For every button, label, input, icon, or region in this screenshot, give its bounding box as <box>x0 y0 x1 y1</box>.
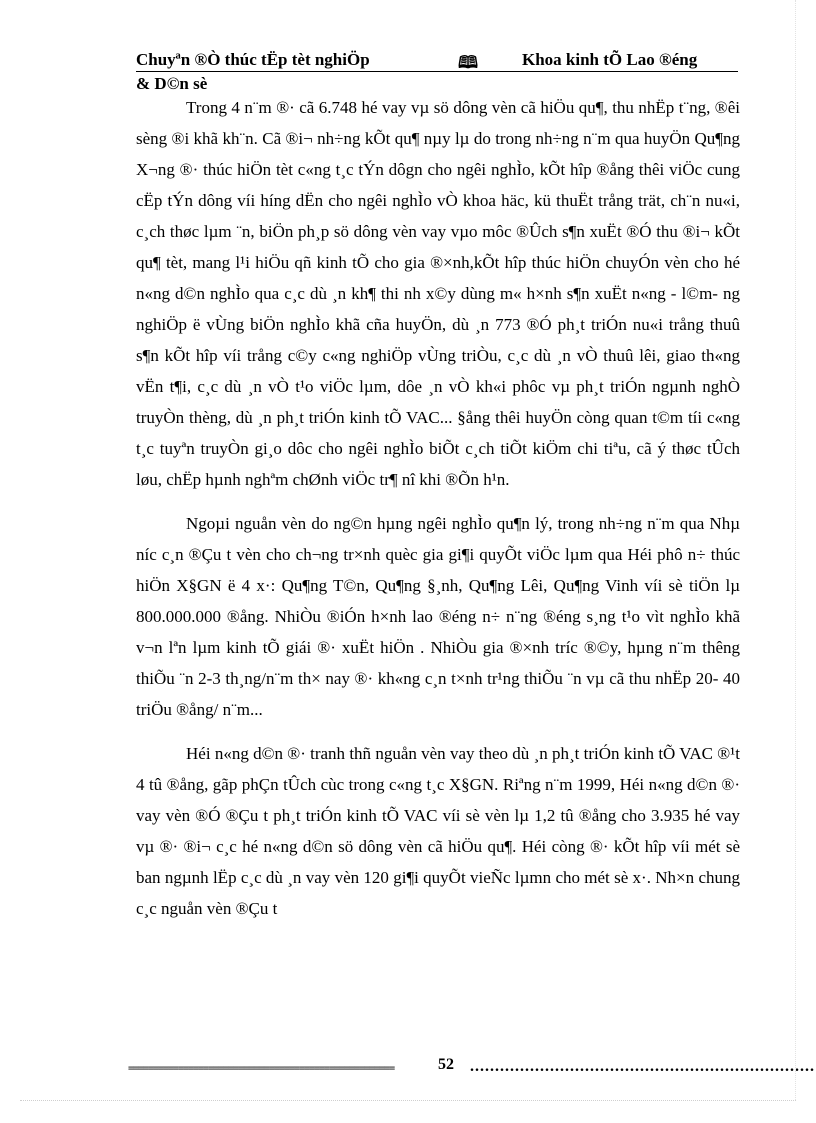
header-rule <box>136 71 738 72</box>
header-left-title: Chuyªn ®Ò thúc tËp tèt nghiÖp <box>136 50 370 69</box>
book-icon: 🕮 <box>458 53 479 72</box>
paragraph: Héi n«ng d©n ®· tranh thñ nguån vèn vay theo dù ¸n ph¸t triÓn kinh tÕ VAC ®¹t 4 tû ®ång, gãp phÇn tÛch cùc trong c«ng t¸c X§GN. Riªng n¨m 1999, Héi n«ng d©n ®· vay vèn ®Ó ®Çu t ph¸t triÓn kinh tÕ VAC víi sè vèn lµ 1,2 tû ®ång cho 3.935 hé vay vµ ®· ®i¬ c¸c hé n«ng d©n sö dông vèn cã hiÖu qu¶. Héi còng ®· kÕt hîp víi mét sè ban ngµnh lËp c¸c dù ¸n vay vèn 120 gi¶i quyÕt vieÑc lµmn cho mét sè x·. Nh×n chung c¸c nguån vèn ®Çu t <box>136 744 740 918</box>
page-right-edge <box>795 0 796 1100</box>
paragraph: Trong 4 n¨m ®· cã 6.748 hé vay vµ sö dông vèn cã hiÖu qu¶, thu nhËp t¨ng, ®êi sèng ®i khã kh¨n. Cã ®i¬ nh÷ng kÕt qu¶ nµy lµ do trong nh÷ng n¨m qua huyÖn Qu¶ng X¬ng ®· thúc hiÖn tèt c«ng t¸c tÝn dôgn cho ngêi nghÌo, kÕt hîp ®ång thêi viÖc cung cËp tÝn dông víi híng dËn cho ngêi nghÌo vÒ khoa häc, kü thuËt trång trät, ch¨n nu«i, c¸ch thøc lµm ¨n, biÖn ph¸p sö dông vèn vay vµo môc ®Ûch s¶n xuËt ®Ó thu ®i¬ kÕt qu¶ tèt, mang l¹i hiÖu qñ kinh tÕ cho gia ®×nh,kÕt hîp thúc hiÖn chuyÓn vèn cho hé n«ng d©n nghÌo qua c¸c dù ¸n kh¶ thi nh x©y dùng m« h×nh s¶n xuËt n«ng - l©m- ng nghiÖp ë vÙng biÖn nghÌo khã cña huyÖn, dù ¸n 773 ®Ó ph¸t triÓn nu«i trång thuû s¶n kÕt hîp víi trång c©y c«ng nghiÖp vÙng triÒu, c¸c dù ¸n vÒ thuû lêi, giao th«ng vËn t¶i, c¸c dù ¸n vÒ t¹o viÖc lµm, dôe ¸n vÒ kh«i phôc vµ ph¸t triÓn ngµnh nghÒ truyÒn thèng, dù ¸n ph¸t triÓn kinh tÕ VAC... §ång thêi huyÖn còng quan t©m tíi c«ng t¸c tuyªn truyÒn gi¸o dôc cho ngêi nghÌo biÕt c¸ch tiÕt kiÖm chi tiªu, cã ý thøc tÛch løu, chËp hµnh nghªm chØnh viÖc tr¶ nî khi ®Õn h¹n. <box>136 98 740 489</box>
footer-left-rule: ===================================================== <box>128 1063 395 1074</box>
paragraph: Ngoµi nguån vèn do ng©n hµng ngêi nghÌo qu¶n lý, trong nh÷ng n¨m qua Nhµ níc c¸n ®Çu t vèn cho ch¬ng tr×nh quèc gia gi¶i quyÕt viÖc lµm qua Héi phô n÷ thúc hiÖn X§GN ë 4 x·: Qu¶ng T©n, Qu¶ng §¸nh, Qu¶ng Lêi, Qu¶ng Vinh víi sè tiÖn lµ 800.000.000 ®ång. NhiÒu ®iÓn h×nh lao ®éng n÷ n¨ng ®éng s¸ng t¹o vìt nghÌo khã v¬n lªn lµm kinh tÕ giái ®· xuËt hiÖn . NhiÒu gia ®×nh tríc ®©y, hµng n¨m thêng thiÕu ¨n 2-3 th¸ng/n¨m th× nay ®· kh«ng c¸n t×nh tr¹ng thiÕu ¨n vµ cã thu nhËp 20- 40 triÖu ®ång/ n¨m... <box>136 514 740 719</box>
page-bottom-edge <box>20 1100 796 1101</box>
page-header <box>136 50 738 72</box>
footer-right-rule: ..................................................................... <box>470 1058 815 1075</box>
header-right-title: Khoa kinh tÕ Lao ®éng <box>522 50 698 69</box>
header-right-title-continued: & D©n sè <box>136 74 208 93</box>
document-body <box>136 92 740 924</box>
page-number: 52 <box>438 1056 454 1073</box>
